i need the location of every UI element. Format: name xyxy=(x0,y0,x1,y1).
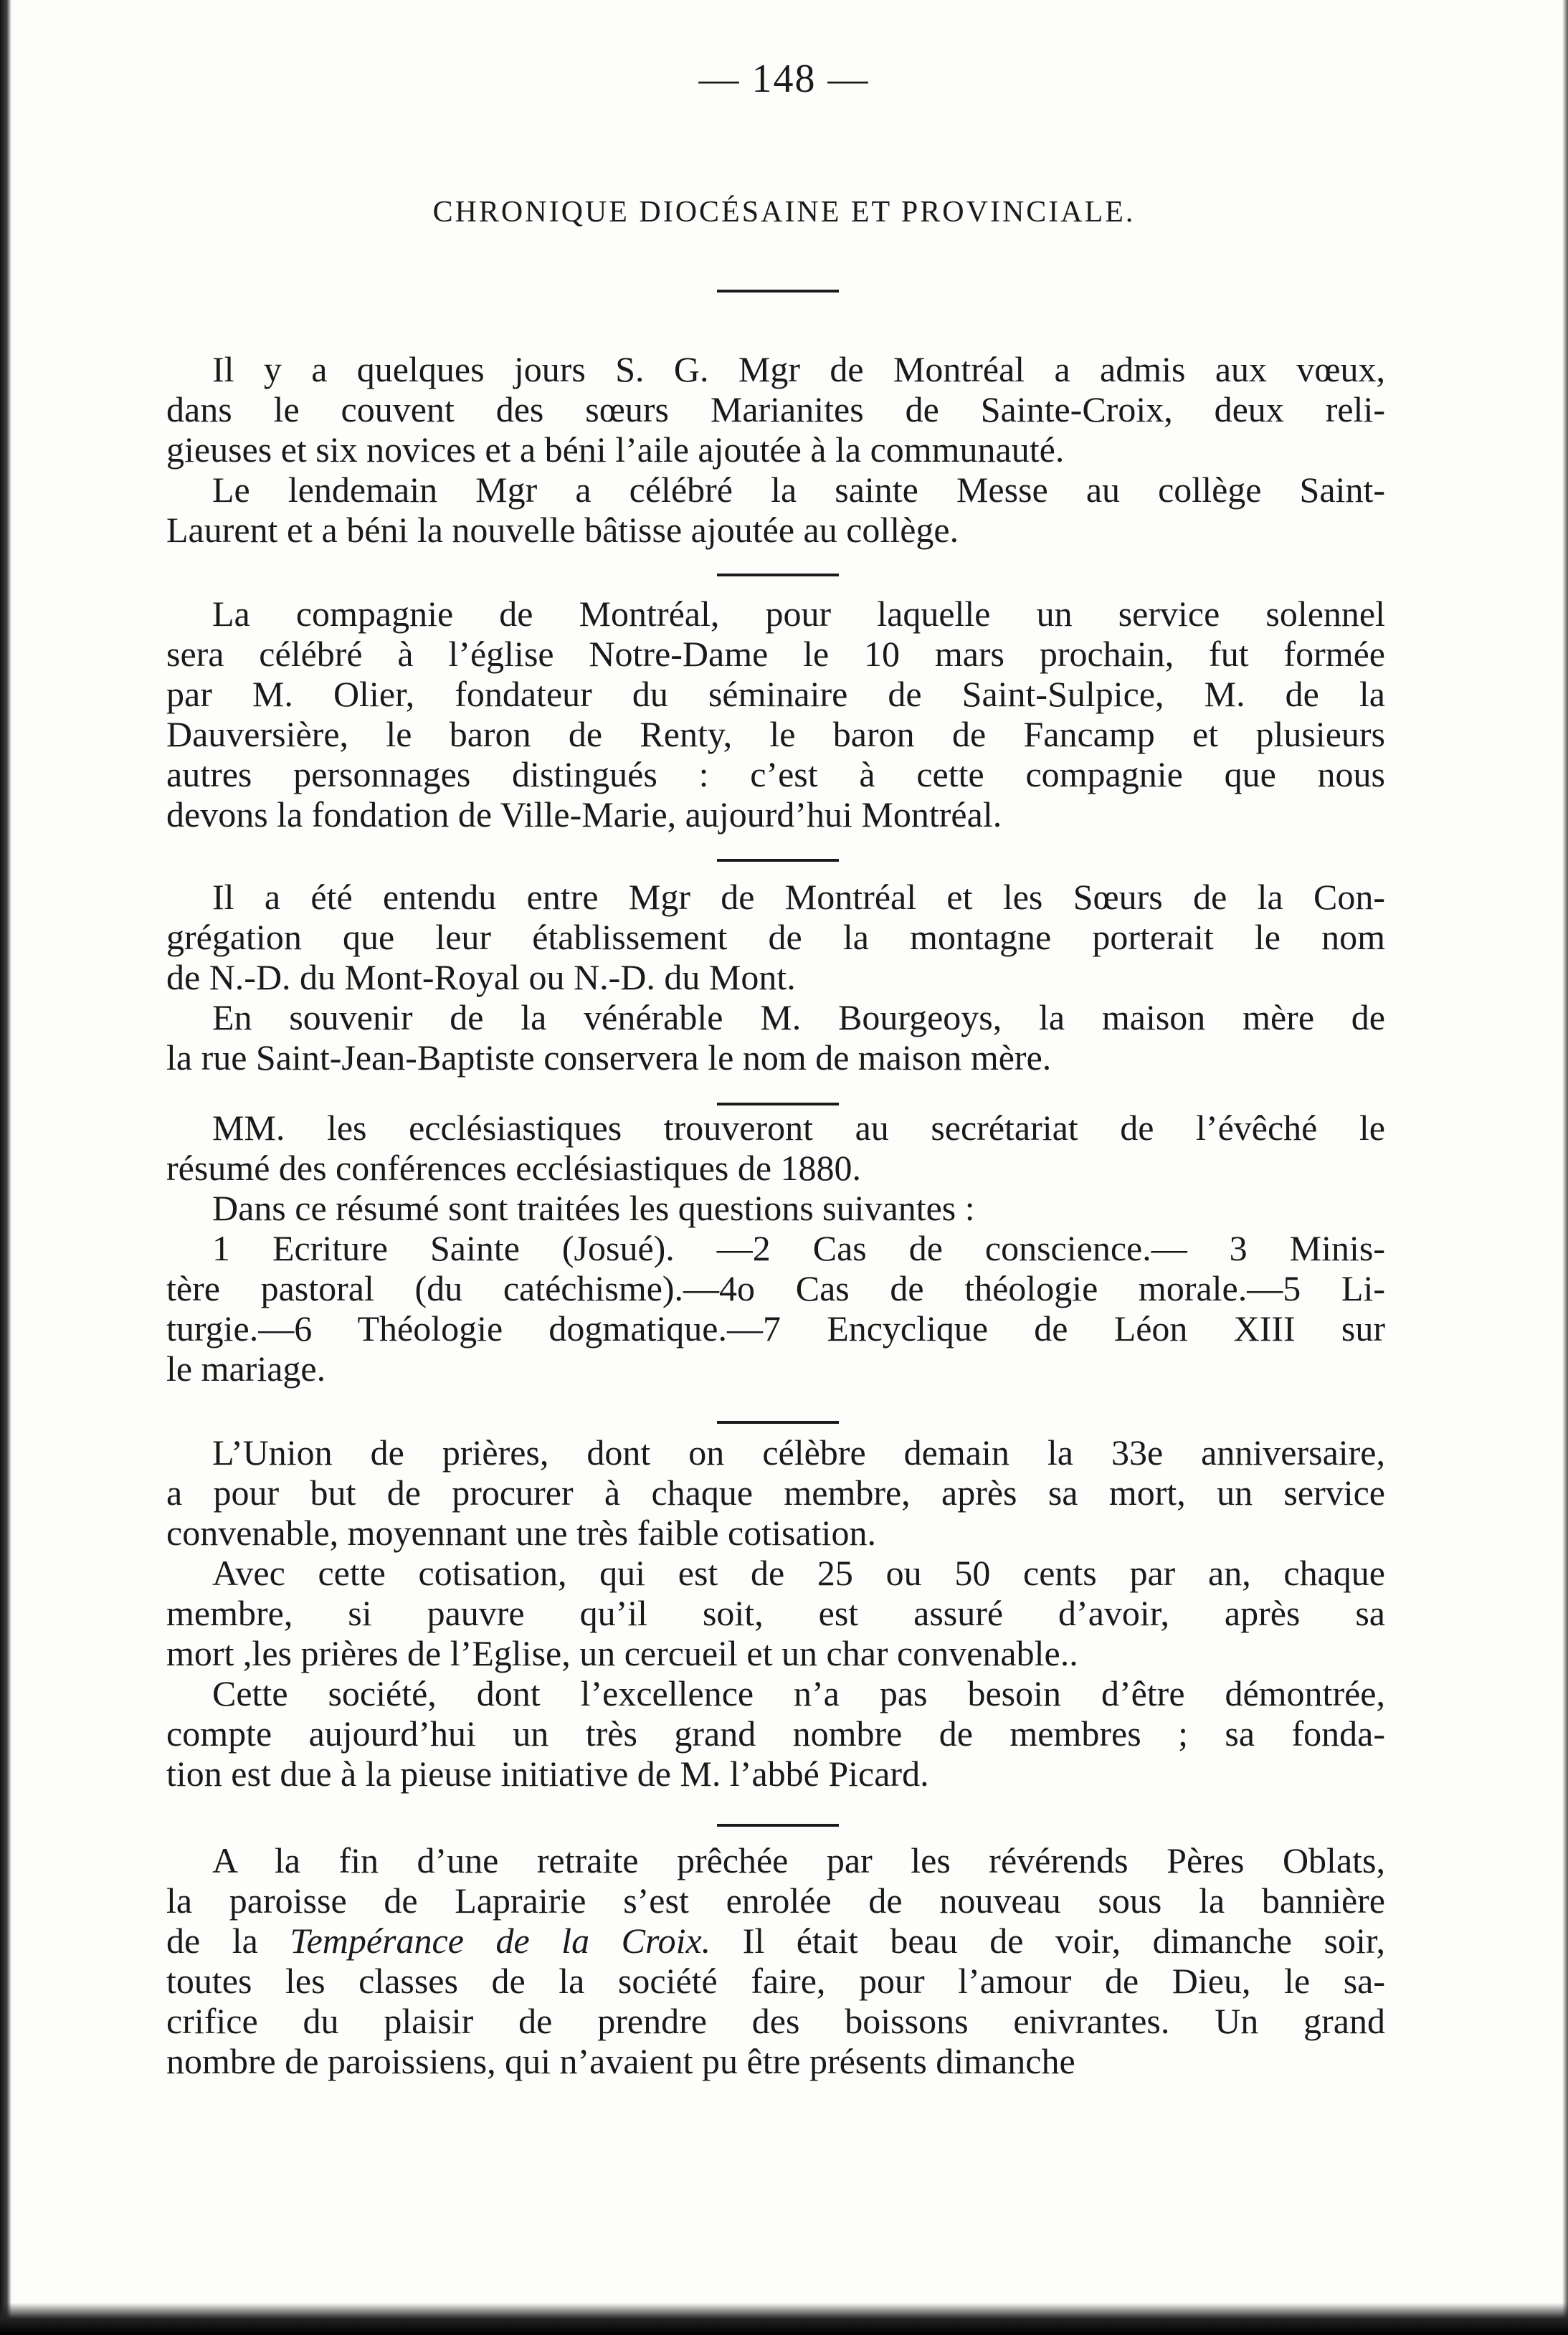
text-line: Il a été entendu entre Mgr de Montréal et les Sœurs de la Con- xyxy=(212,877,1385,917)
text-line: Cette société, dont l’excellence n’a pas besoin d’être démontrée, xyxy=(212,1673,1385,1713)
text-line: mort ,les prières de l’Eglise, un cercueil et un char convenable.. xyxy=(166,1633,1078,1673)
text-line: nombre de paroissiens, qui n’avaient pu être présents dimanche xyxy=(166,2041,1075,2081)
running-title: CHRONIQUE DIOCÉSAINE ET PROVINCIALE. xyxy=(432,196,1136,229)
text-line: a pour but de procurer à chaque membre, après sa mort, un service xyxy=(166,1473,1385,1513)
text-line: autres personnages distingués : c’est à cette compagnie que nous xyxy=(166,754,1385,794)
paragraph xyxy=(166,1673,1385,1794)
text-line: sera célébré à l’église Notre-Dame le 10 mars prochain, fut formée xyxy=(166,634,1385,674)
text-line: tère pastoral (du catéchisme).—4o Cas de théologie morale.—5 Li- xyxy=(166,1268,1385,1308)
text-line: par M. Olier, fondateur du séminaire de Saint-Sulpice, M. de la xyxy=(166,674,1385,714)
text-line: le mariage. xyxy=(166,1349,326,1389)
text-line: grégation que leur établissement de la montagne porterait le nom xyxy=(166,917,1385,957)
paragraph xyxy=(166,877,1385,997)
paragraph xyxy=(166,349,1385,470)
scan-edge-bottom xyxy=(0,2303,1568,2335)
text-line: turgie.—6 Théologie dogmatique.—7 Encyclique de Léon XIII sur xyxy=(166,1308,1385,1349)
italic-text: Tempérance de la Croix. xyxy=(290,1921,711,1961)
page-number: — 148 — xyxy=(698,57,870,101)
paragraph xyxy=(166,1840,1385,2081)
text-line: Dans ce résumé sont traitées les questions suivantes : xyxy=(212,1188,975,1228)
section-rule xyxy=(717,1824,839,1827)
paragraph xyxy=(166,997,1385,1078)
section-rule xyxy=(717,859,839,862)
section-6 xyxy=(166,1840,1385,2081)
text-line: convenable, moyennant une très faible cotisation. xyxy=(166,1513,876,1553)
section-4 xyxy=(166,1108,1385,1389)
section-rule xyxy=(717,1103,839,1105)
text-line: MM. les ecclésiastiques trouveront au secrétariat de l’évêché le xyxy=(212,1108,1385,1148)
text-line: La compagnie de Montréal, pour laquelle un service solennel xyxy=(212,594,1385,634)
text-line: membre, si pauvre qu’il soit, est assuré d’avoir, après sa xyxy=(166,1593,1385,1633)
paragraph xyxy=(166,1188,1385,1228)
scan-edge-right xyxy=(1562,0,1568,2335)
paragraph xyxy=(166,594,1385,834)
text-line: résumé des conférences ecclésiastiques de 1880. xyxy=(166,1148,862,1188)
paragraph xyxy=(166,1108,1385,1188)
text-line: crifice du plaisir de prendre des boissons enivrantes. Un grand xyxy=(166,2001,1385,2041)
text-line: 1 Ecriture Sainte (Josué). —2 Cas de conscience.— 3 Minis- xyxy=(212,1228,1385,1268)
text-line: tion est due à la pieuse initiative de M. l’abbé Picard. xyxy=(166,1754,929,1794)
text-line: A la fin d’une retraite prêchée par les révérends Pères Oblats, xyxy=(212,1840,1385,1880)
text-line: de N.-D. du Mont-Royal ou N.-D. du Mont. xyxy=(166,957,796,997)
text-line: de la Tempérance de la Croix. Il était beau de voir, dimanche soir, xyxy=(166,1921,1385,1961)
text-line: compte aujourd’hui un très grand nombre de membres ; sa fonda- xyxy=(166,1713,1385,1754)
paragraph xyxy=(166,1553,1385,1673)
text-line: la paroisse de Laprairie s’est enrolée de nouveau sous la bannière xyxy=(166,1880,1385,1921)
text-line: Avec cette cotisation, qui est de 25 ou 50 cents par an, chaque xyxy=(212,1553,1385,1593)
text-line: la rue Saint-Jean-Baptiste conservera le nom de maison mère. xyxy=(166,1037,1052,1078)
text-line: En souvenir de la vénérable M. Bourgeoys, la maison mère de xyxy=(212,997,1385,1037)
paragraph xyxy=(166,1228,1385,1389)
scan-edge-left xyxy=(0,0,11,2335)
section-5 xyxy=(166,1432,1385,1794)
paragraph xyxy=(166,470,1385,550)
text-line: Dauversière, le baron de Renty, le baron de Fancamp et plusieurs xyxy=(166,714,1385,754)
text-line: Il y a quelques jours S. G. Mgr de Montréal a admis aux vœux, xyxy=(212,349,1385,389)
paragraph xyxy=(166,1432,1385,1553)
text-line: dans le couvent des sœurs Marianites de Sainte-Croix, deux reli- xyxy=(166,389,1385,429)
text-line: Laurent et a béni la nouvelle bâtisse ajoutée au collège. xyxy=(166,510,959,550)
text-line: L’Union de prières, dont on célèbre demain la 33e anniversaire, xyxy=(212,1432,1385,1473)
section-1 xyxy=(166,349,1385,550)
text-line: gieuses et six novices et a béni l’aile ajoutée à la communauté. xyxy=(166,429,1065,470)
section-2 xyxy=(166,594,1385,834)
text-line: toutes les classes de la société faire, pour l’amour de Dieu, le sa- xyxy=(166,1961,1385,2001)
section-3 xyxy=(166,877,1385,1078)
section-rule xyxy=(717,1421,839,1424)
section-rule xyxy=(717,574,839,576)
text-line: devons la fondation de Ville-Marie, aujourd’hui Montréal. xyxy=(166,794,1002,834)
text-line: Le lendemain Mgr a célébré la sainte Messe au collège Saint- xyxy=(212,470,1385,510)
title-rule xyxy=(717,290,839,293)
